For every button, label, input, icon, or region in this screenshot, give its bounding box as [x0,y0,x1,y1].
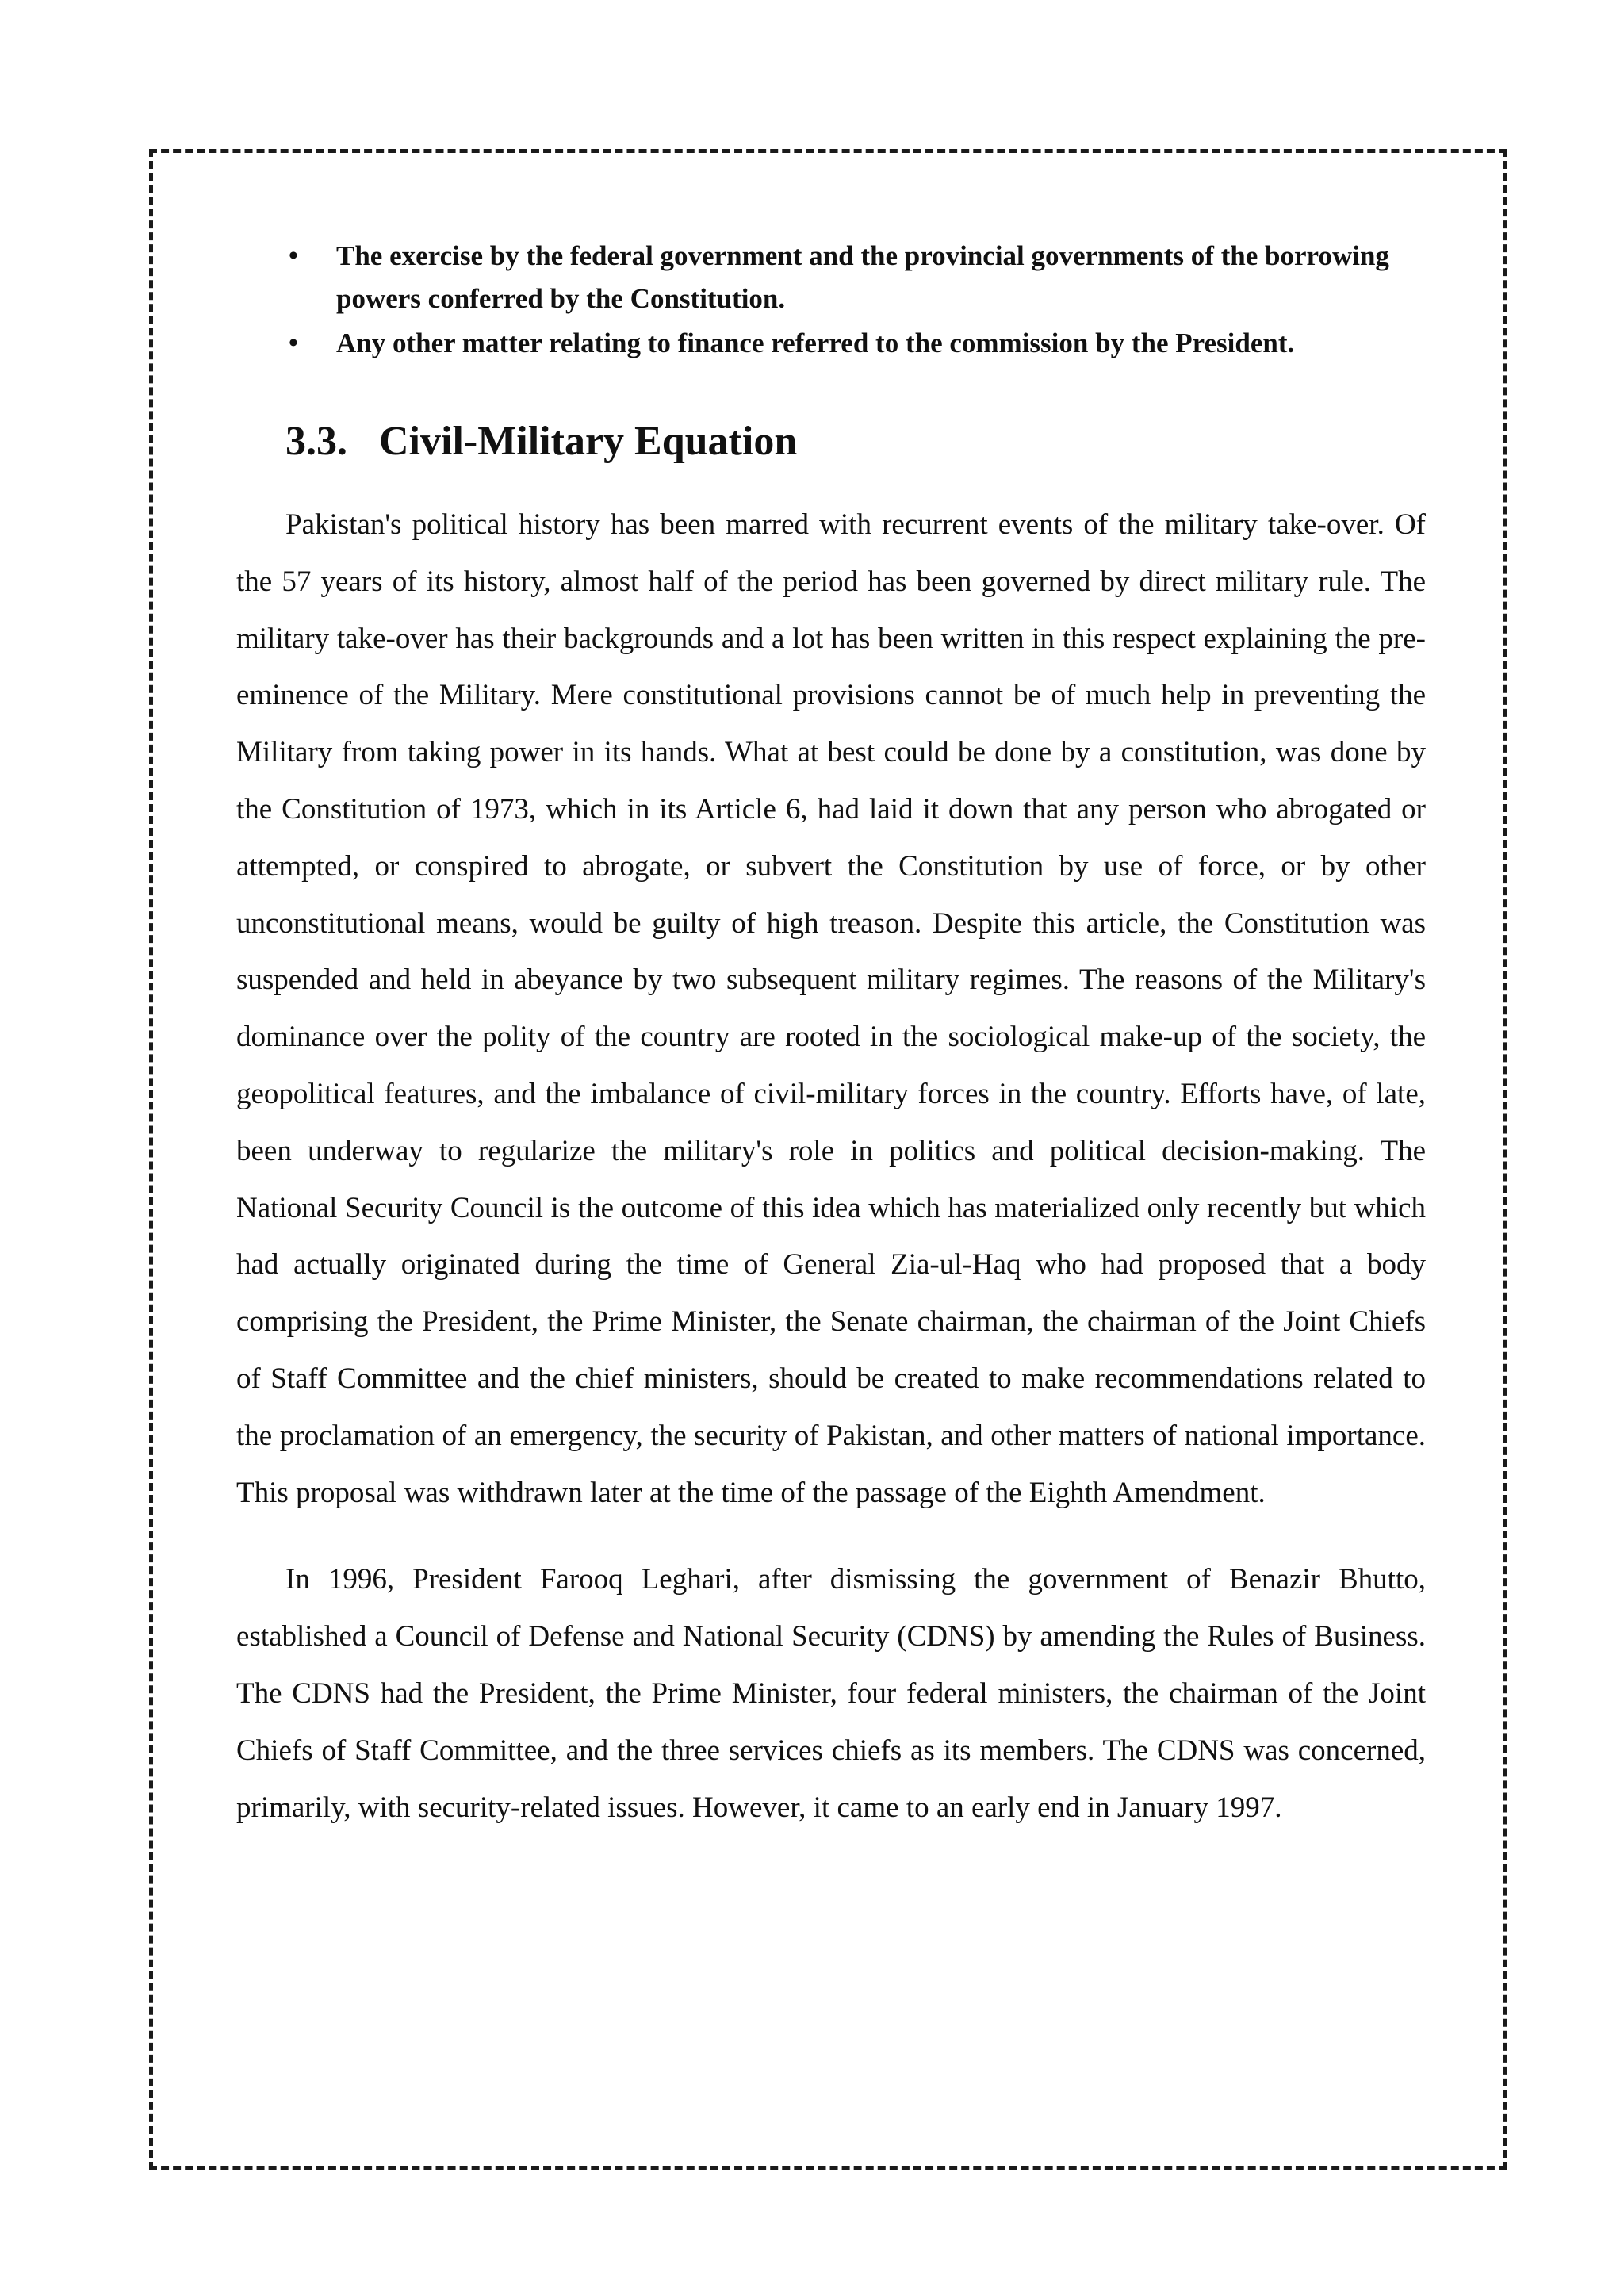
section-number: 3.3. [285,419,347,464]
body-paragraph: In 1996, President Farooq Leghari, after dismissing the government of Benazir Bhutto, established a Council of Defense and National Security (CDNS) by amending the Rules of Business. The CDNS had the President, the Prime Minister, four federal ministers, the chairman of the Joint Chiefs of Staff Committee, and the three services chiefs as its members. The CDNS was concerned, primarily, with security-related issues. However, it came to an early end in January 1997. [236,1563,1426,1824]
bullet-text: The exercise by the federal government and the provincial governments of the borrowing powers conferred by the Constitution. [336,240,1389,314]
section-title: Civil-Military Equation [379,419,798,464]
bullet-item [289,322,1426,365]
section-heading [285,414,1426,469]
bullet-text: Any other matter relating to finance referred to the commission by the President. [336,328,1295,358]
bullet-icon: • [289,241,298,270]
bullet-icon: • [289,328,298,358]
bullet-item [289,235,1426,320]
body-paragraph: Pakistan's political history has been marred with recurrent events of the military take-over. Of the 57 years of its history, almost half of the period has been governed by direct military rule. The military take-over has their backgrounds and a lot has been written in this respect explaining the pre-eminence of the Military. Mere constitutional provisions cannot be of much help in preventing the Military from taking power in its hands. What at best could be done by a constitution, was done by the Constitution of 1973, which in its Article 6, had laid it down that any person who abrogated or attempted, or conspired to abrogate, or subvert the Constitution by use of force, or by other unconstitutional means, would be guilty of high treason. Despite this article, the Constitution was suspended and held in abeyance by two subsequent military regimes. The reasons of the Military's dominance over the polity of the country are rooted in the sociological make-up of the society, the geopolitical features, and the imbalance of civil-military forces in the country. Efforts have, of late, been underway to regularize the military's role in politics and political decision-making. The National Security Council is the outcome of this idea which has materialized only recently but which had actually originated during the time of General Zia-ul-Haq who had proposed that a body comprising the President, the Prime Minister, the Senate chairman, the chairman of the Joint Chiefs of Staff Committee and the chief ministers, should be created to make recommendations related to the proclamation of an emergency, the security of Pakistan, and other matters of national importance. This proposal was withdrawn later at the time of the passage of the Eighth Amendment. [236,508,1426,1509]
page-content [236,235,1426,1836]
bullet-list [236,235,1426,365]
